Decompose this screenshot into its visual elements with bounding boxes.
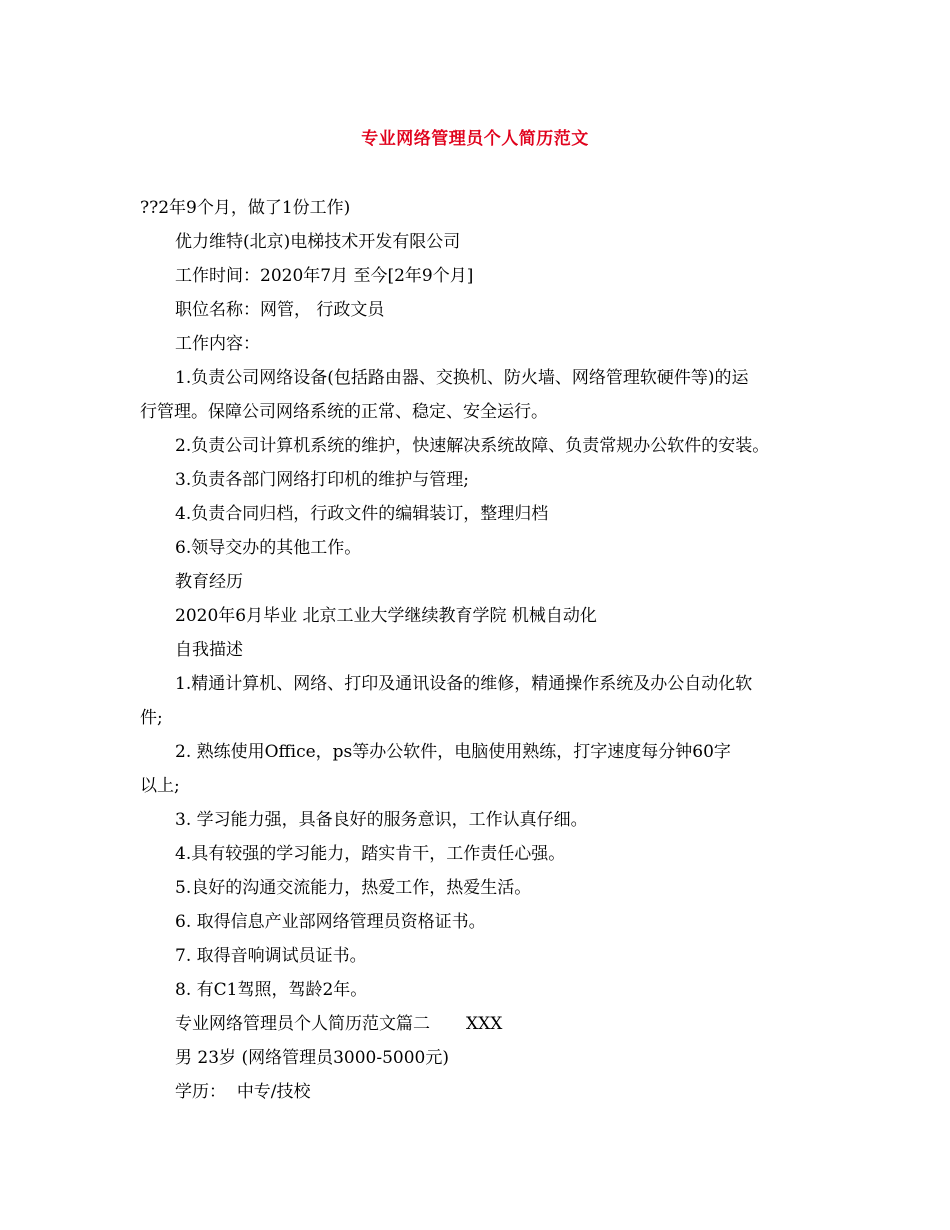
text-line: 4.负责合同归档，行政文件的编辑装订，整理归档 — [175, 504, 549, 524]
candidate-name: XXX — [466, 1014, 503, 1034]
text-line: 3. 学习能力强，具备良好的服务意识，工作认真仔细。 — [175, 810, 588, 830]
text-line: 2020年6月毕业 北京工业大学继续教育学院 机械自动化 — [175, 606, 597, 626]
section-two-heading-line — [140, 1007, 830, 1041]
section-heading-education: 教育经历 — [175, 572, 243, 592]
education-label: 学历： — [175, 1082, 226, 1102]
text-line: 2.负责公司计算机系统的维护，快速解决系统故障、负责常规办公软件的安装。 — [175, 436, 770, 456]
text-line: ??2年9个月，做了1份工作) — [140, 198, 351, 218]
text-line: 1.精通计算机、网络、打印及通讯设备的维修，精通操作系统及办公自动化软 — [175, 674, 753, 694]
text-line: 职位名称：网管， 行政文员 — [175, 300, 385, 320]
education-line — [140, 1075, 830, 1109]
text-line: 1.负责公司网络设备(包括路由器、交换机、防火墙、网络管理软硬件等)的运 — [175, 368, 749, 388]
text-line: 6.领导交办的其他工作。 — [175, 538, 362, 558]
text-line: 4.具有较强的学习能力，踏实肯干，工作责任心强。 — [175, 844, 566, 864]
text-line: 2. 熟练使用Office，ps等办公软件，电脑使用熟练，打字速度每分钟60字 — [175, 742, 731, 762]
text-line: 8. 有C1驾照，驾龄2年。 — [175, 980, 368, 1000]
text-line: 7. 取得音响调试员证书。 — [175, 946, 367, 966]
text-line: 工作时间：2020年7月 至今[2年9个月] — [175, 266, 474, 286]
candidate-profile: 男 23岁 (网络管理员3000-5000元) — [175, 1048, 449, 1068]
text-line: 行管理。保障公司网络系统的正常、稳定、安全运行。 — [140, 402, 548, 422]
text-line: 件; — [140, 708, 163, 728]
document-body — [140, 191, 830, 1109]
section-heading-self-description: 自我描述 — [175, 640, 243, 660]
text-line: 5.良好的沟通交流能力，热爱工作，热爱生活。 — [175, 878, 532, 898]
document-title: 专业网络管理员个人简历范文 — [361, 129, 589, 149]
text-line: 6. 取得信息产业部网络管理员资格证书。 — [175, 912, 486, 932]
section-two-heading: 专业网络管理员个人简历范文篇二 — [175, 1014, 430, 1034]
text-line: 3.负责各部门网络打印机的维护与管理; — [175, 470, 469, 490]
text-line: 以上; — [140, 776, 180, 796]
text-line: 工作内容： — [175, 334, 260, 354]
text-line: 优力维特(北京)电梯技术开发有限公司 — [175, 232, 461, 252]
education-value: 中专/技校 — [236, 1082, 311, 1102]
